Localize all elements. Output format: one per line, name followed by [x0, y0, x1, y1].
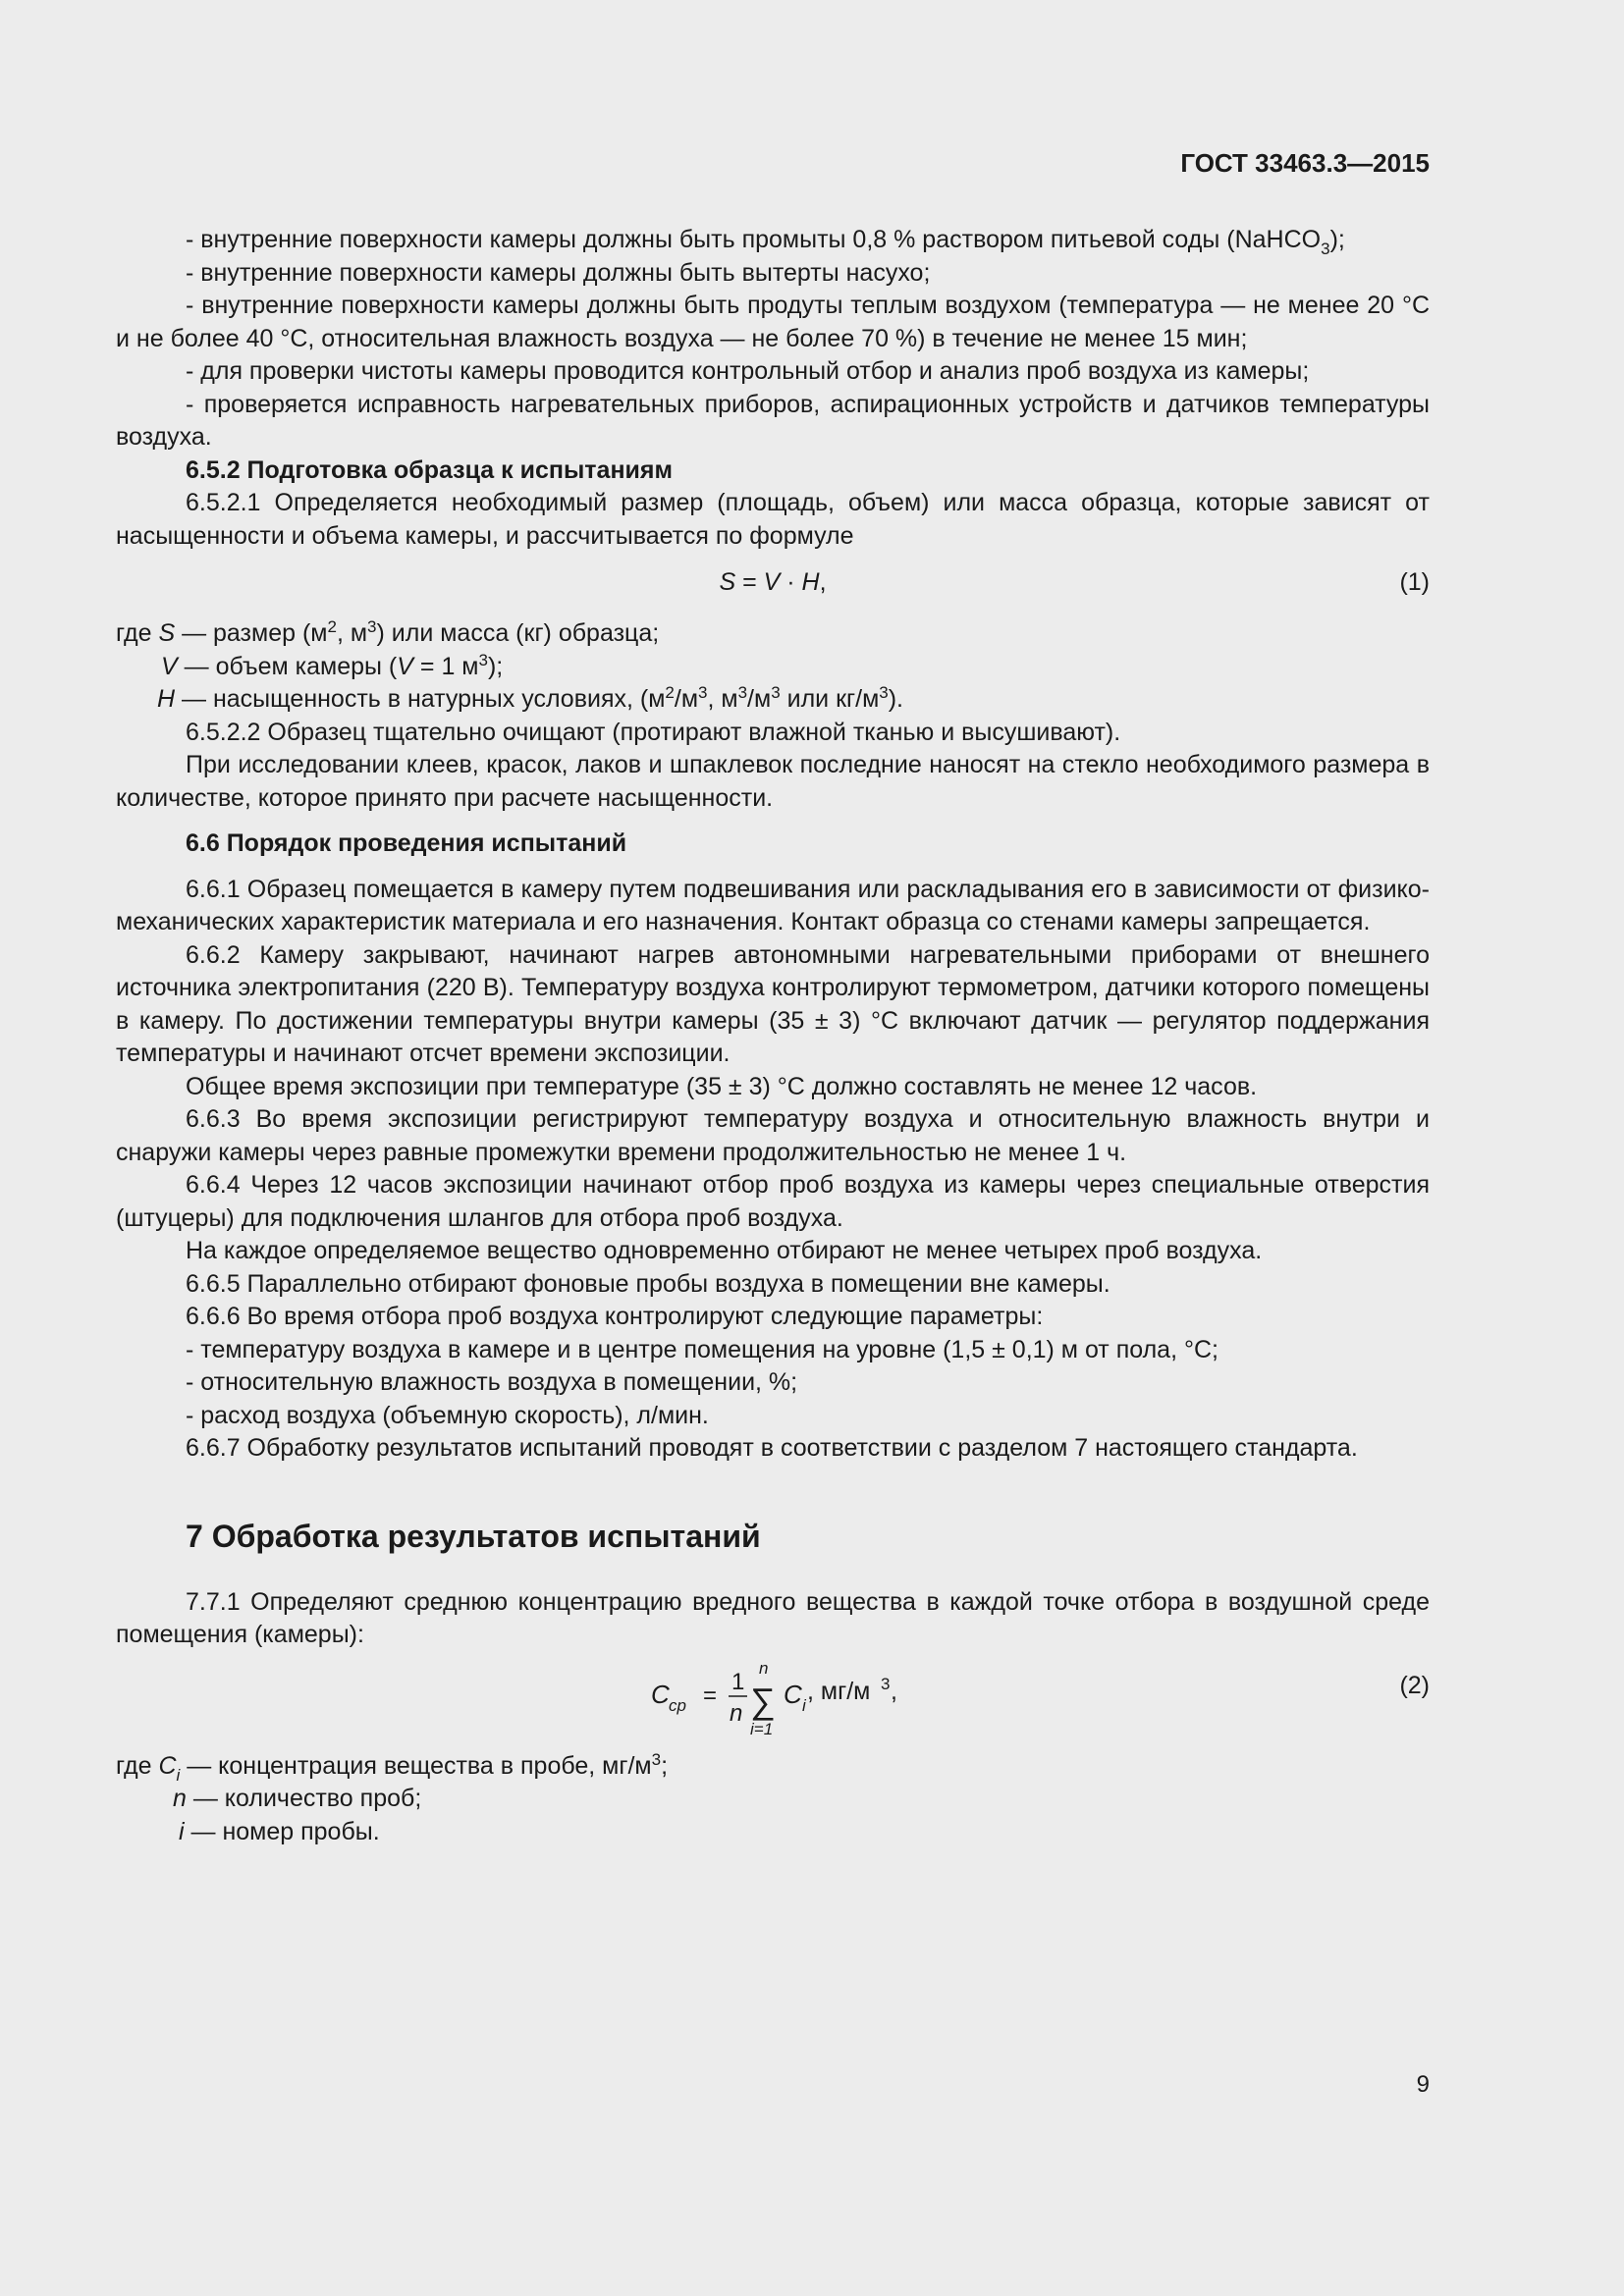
paragraph: 6.5.2.1 Определяется необходимый размер (площадь, объем) или масса образца, которые зависят от насыщенности и объема камеры, и рассчитывается по формуле: [116, 489, 1430, 550]
sum-upper-limit: n: [759, 1658, 769, 1678]
text: C: [158, 1751, 177, 1780]
formula-subscript: ср: [669, 1695, 686, 1715]
superscript: 2: [327, 617, 337, 636]
paragraph: - внутренние поверхности камеры должны быть вытерты насухо;: [186, 258, 931, 287]
sum-lower-limit: i=1: [750, 1719, 774, 1738]
page-number: 9: [1416, 2071, 1430, 2098]
text: или кг/м: [780, 685, 880, 713]
text: ) или масса (кг) образца;: [376, 619, 660, 647]
fraction-denominator: n: [730, 1699, 743, 1727]
text: — концентрация вещества в пробе, мг/м: [180, 1751, 652, 1780]
document-header: ГОСТ 33463.3—2015: [1180, 148, 1430, 178]
text: i: [179, 1817, 185, 1845]
paragraph: При исследовании клеев, красок, лаков и шпаклевок последние наносят на стекло необходимого размера в количестве, которое принято при расчете насыщенности.: [116, 751, 1430, 812]
text: — номер пробы.: [184, 1817, 380, 1845]
superscript: 3: [698, 683, 708, 702]
text: /м: [747, 685, 772, 713]
subsection-heading: 6.5.2 Подготовка образца к испытаниям: [186, 455, 673, 484]
paragraph: 6.6.3 Во время экспозиции регистрируют температуру воздуха и относительную влажность внутри и снаружи камеры через равные промежутки времени продолжительностью не менее 1 ч.: [116, 1105, 1430, 1166]
formula-unit: , мг/м: [807, 1677, 871, 1705]
paragraph: - для проверки чистоты камеры проводится контрольный отбор и анализ проб воздуха из камеры;: [186, 357, 1310, 385]
variable-definition: [116, 1750, 1430, 1784]
paragraph: 6.6.2 Камеру закрывают, начинают нагрев автономными нагревательными приборами от внешнего источника электропитания (220 В). Температуру воздуха контролируют термометром, датчики которого помещены в камеру. По достижении температуры внутри камеры (35 ± 3) °С включают датчик — регулятор поддержания температуры и начинают отсчет времени экспозиции.: [116, 940, 1430, 1067]
fraction-numerator: 1: [731, 1668, 745, 1695]
variable-definition: [116, 1816, 1430, 1849]
text: );: [487, 652, 504, 680]
text: H: [157, 685, 176, 713]
formula-1: [116, 553, 1430, 617]
document-body: [116, 224, 1430, 1848]
text: V: [763, 568, 781, 596]
text: — размер (м: [175, 619, 328, 647]
superscript: 3: [651, 1749, 662, 1769]
text: =: [735, 568, 764, 596]
superscript: 3: [737, 683, 748, 702]
subscript: i: [176, 1765, 181, 1785]
text: n: [173, 1785, 187, 1812]
formula-2-graphic: [116, 1652, 1430, 1750]
variable-definition: [116, 617, 1430, 651]
text: S: [158, 619, 176, 647]
paragraph: 6.6.7 Обработку результатов испытаний проводят в соответствии с разделом 7 настоящего стандарта.: [186, 1434, 1358, 1462]
superscript: 2: [665, 683, 675, 702]
paragraph: 6.6.4 Через 12 часов экспозиции начинают отбор проб воздуха из камеры через специальные отверстия (штуцеры) для подключения шлангов для отбора проб воздуха.: [116, 1171, 1430, 1232]
sum-sign: ∑: [750, 1680, 776, 1721]
paragraph: 6.6.6 Во время отбора проб воздуха контролируют следующие параметры:: [186, 1303, 1044, 1330]
text: ).: [888, 685, 904, 713]
section-heading: 6.6 Порядок проведения испытаний: [186, 829, 627, 857]
list-item: - температуру воздуха в камере и в центре помещения на уровне (1,5 ± 0,1) м от пола, °С;: [186, 1335, 1218, 1363]
text: /м: [674, 685, 699, 713]
chapter-heading: 7 Обработка результатов испытаний: [186, 1518, 761, 1554]
text: — объем камеры (: [177, 652, 398, 680]
formula-number: (2): [1399, 1671, 1430, 1699]
superscript: 3: [478, 650, 488, 669]
paragraph: 6.6.5 Параллельно отбирают фоновые пробы воздуха в помещении вне камеры.: [186, 1269, 1110, 1298]
variable-definition: [116, 1783, 1430, 1816]
formula-number: (1): [1399, 568, 1430, 596]
paragraph: Общее время экспозиции при температуре (35 ± 3) °С должно составлять не менее 12 часов.: [186, 1072, 1258, 1100]
formula-symbol: C: [784, 1679, 802, 1709]
text: — количество проб;: [186, 1785, 422, 1812]
text: где: [116, 1751, 159, 1780]
formula-unit-superscript: 3: [881, 1674, 891, 1693]
list-item: - относительную влажность воздуха в помещении, %;: [186, 1368, 798, 1396]
formula-expression: [116, 566, 1430, 600]
text: V: [397, 652, 413, 680]
variable-definition: [116, 651, 1430, 684]
superscript: 3: [367, 617, 377, 636]
formula-subscript: i: [802, 1695, 806, 1715]
text: ,: [819, 568, 827, 596]
chapter-heading-wrap: [116, 1517, 1430, 1556]
paragraph: На каждое определяемое вещество одновременно отбирают не менее четырех проб воздуха.: [186, 1237, 1263, 1264]
formula-symbol: C: [651, 1679, 670, 1709]
text: где: [116, 619, 159, 647]
text: , м: [707, 685, 738, 713]
text: H: [801, 568, 820, 596]
paragraph: 6.6.1 Образец помещается в камеру путем подвешивания или раскладывания его в зависимости от физико-механических характеристик материала и его назначения. Контакт образца со стенами камеры запрещается.: [116, 875, 1430, 935]
superscript: 3: [879, 683, 889, 702]
paragraph: - внутренние поверхности камеры должны быть продуты теплым воздухом (температура — не менее 20 °C и не более 40 °C, относительная влажность воздуха — не более 70 %) в течение не менее 15 мин;: [116, 292, 1430, 352]
text: - внутренние поверхности камеры должны быть промыты 0,8 % раствором питьевой соды (NaHCO: [186, 226, 1322, 253]
text: — насыщенность в натурных условиях, (м: [175, 685, 666, 713]
subscript: 3: [1321, 240, 1330, 258]
paragraph: 7.7.1 Определяют среднюю концентрацию вредного вещества в каждой точке отбора в воздушной среде помещения (камеры):: [116, 1587, 1430, 1648]
text: S: [719, 568, 736, 596]
formula-unit-end: ,: [891, 1677, 897, 1705]
text: ·: [780, 568, 802, 596]
text: = 1 м: [412, 652, 479, 680]
list-item: - расход воздуха (объемную скорость), л/мин.: [186, 1401, 709, 1429]
superscript: 3: [771, 683, 781, 702]
text: V: [161, 652, 178, 680]
variable-definition: [116, 683, 1430, 717]
formula-2: [116, 1652, 1430, 1750]
text: ;: [661, 1751, 669, 1780]
paragraph: [116, 224, 1430, 257]
text: , м: [336, 619, 368, 647]
paragraph: - проверяется исправность нагревательных приборов, аспирационных устройств и датчиков температуры воздуха.: [116, 390, 1430, 451]
formula-equals: =: [703, 1682, 718, 1709]
paragraph: 6.5.2.2 Образец тщательно очищают (протирают влажной тканью и высушивают).: [186, 718, 1121, 746]
text: );: [1329, 226, 1345, 253]
